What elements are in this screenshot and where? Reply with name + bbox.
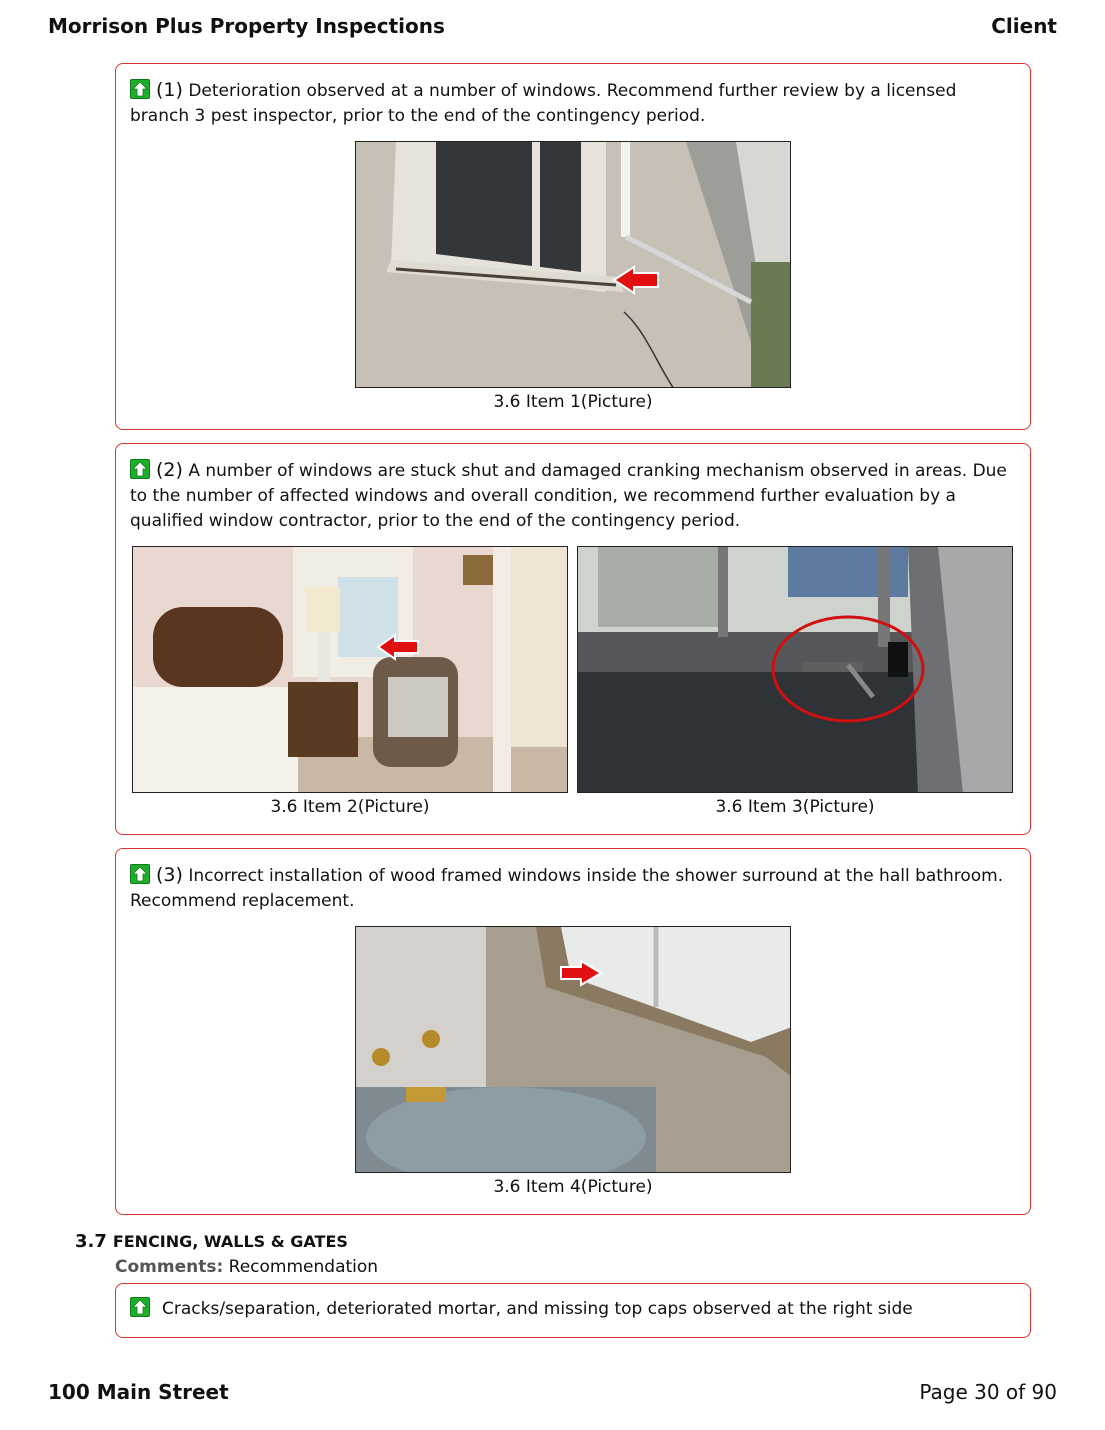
bedroom-window-photo xyxy=(132,546,568,793)
photo-caption: 3.6 Item 1(Picture) xyxy=(493,392,653,412)
section-number: 3.7 xyxy=(75,1231,107,1252)
recommendation-text xyxy=(130,78,1014,129)
page-footer xyxy=(48,1380,1057,1408)
comments-label: Comments: xyxy=(115,1257,224,1277)
item-number: (3) xyxy=(156,864,183,886)
recommendation-up-arrow-icon xyxy=(130,864,150,884)
photo-caption: 3.6 Item 4(Picture) xyxy=(493,1177,653,1197)
section-comments xyxy=(115,1257,378,1277)
client-label: Client xyxy=(991,14,1057,38)
page-number: Page 30 of 90 xyxy=(919,1380,1057,1404)
window-deterioration-photo xyxy=(355,141,791,388)
shower-window-photo xyxy=(355,926,791,1173)
recommendation-up-arrow-icon xyxy=(130,79,150,99)
recommendation-card-2 xyxy=(115,443,1031,835)
recommendation-text xyxy=(130,863,1014,914)
recommendation-text xyxy=(130,458,1014,534)
property-address: 100 Main Street xyxy=(48,1380,229,1404)
item-description: Cracks/separation, deteriorated mortar, and missing top caps observed at the right side xyxy=(162,1299,913,1319)
item-description: A number of windows are stuck shut and damaged cranking mechanism observed in areas. Due to the number of affected windows and overall condition, we recommend further evaluation by a qualified window contractor, prior to the end of the contingency period. xyxy=(130,461,1007,531)
recommendation-card-3 xyxy=(115,848,1031,1215)
company-name: Morrison Plus Property Inspections xyxy=(48,14,445,38)
page-header xyxy=(48,14,1057,40)
recommendation-text xyxy=(130,1297,1014,1322)
recommendation-up-arrow-icon xyxy=(130,1297,150,1317)
item-number: (2) xyxy=(156,459,183,481)
comments-value: Recommendation xyxy=(228,1257,379,1277)
recommendation-card-fencing xyxy=(115,1283,1031,1338)
recommendation-card-1 xyxy=(115,63,1031,430)
photo-caption: 3.6 Item 2(Picture) xyxy=(270,797,430,817)
item-description: Deterioration observed at a number of windows. Recommend further review by a licensed branch 3 pest inspector, prior to the end of the contingency period. xyxy=(130,81,957,126)
item-number: (1) xyxy=(156,79,183,101)
section-heading xyxy=(75,1231,348,1252)
photo-caption: 3.6 Item 3(Picture) xyxy=(715,797,875,817)
item-description: Incorrect installation of wood framed windows inside the shower surround at the hall bathroom. Recommend replacement. xyxy=(130,866,1004,911)
recommendation-up-arrow-icon xyxy=(130,459,150,479)
window-crank-photo xyxy=(577,546,1013,793)
section-title: FENCING, WALLS & GATES xyxy=(112,1232,348,1251)
